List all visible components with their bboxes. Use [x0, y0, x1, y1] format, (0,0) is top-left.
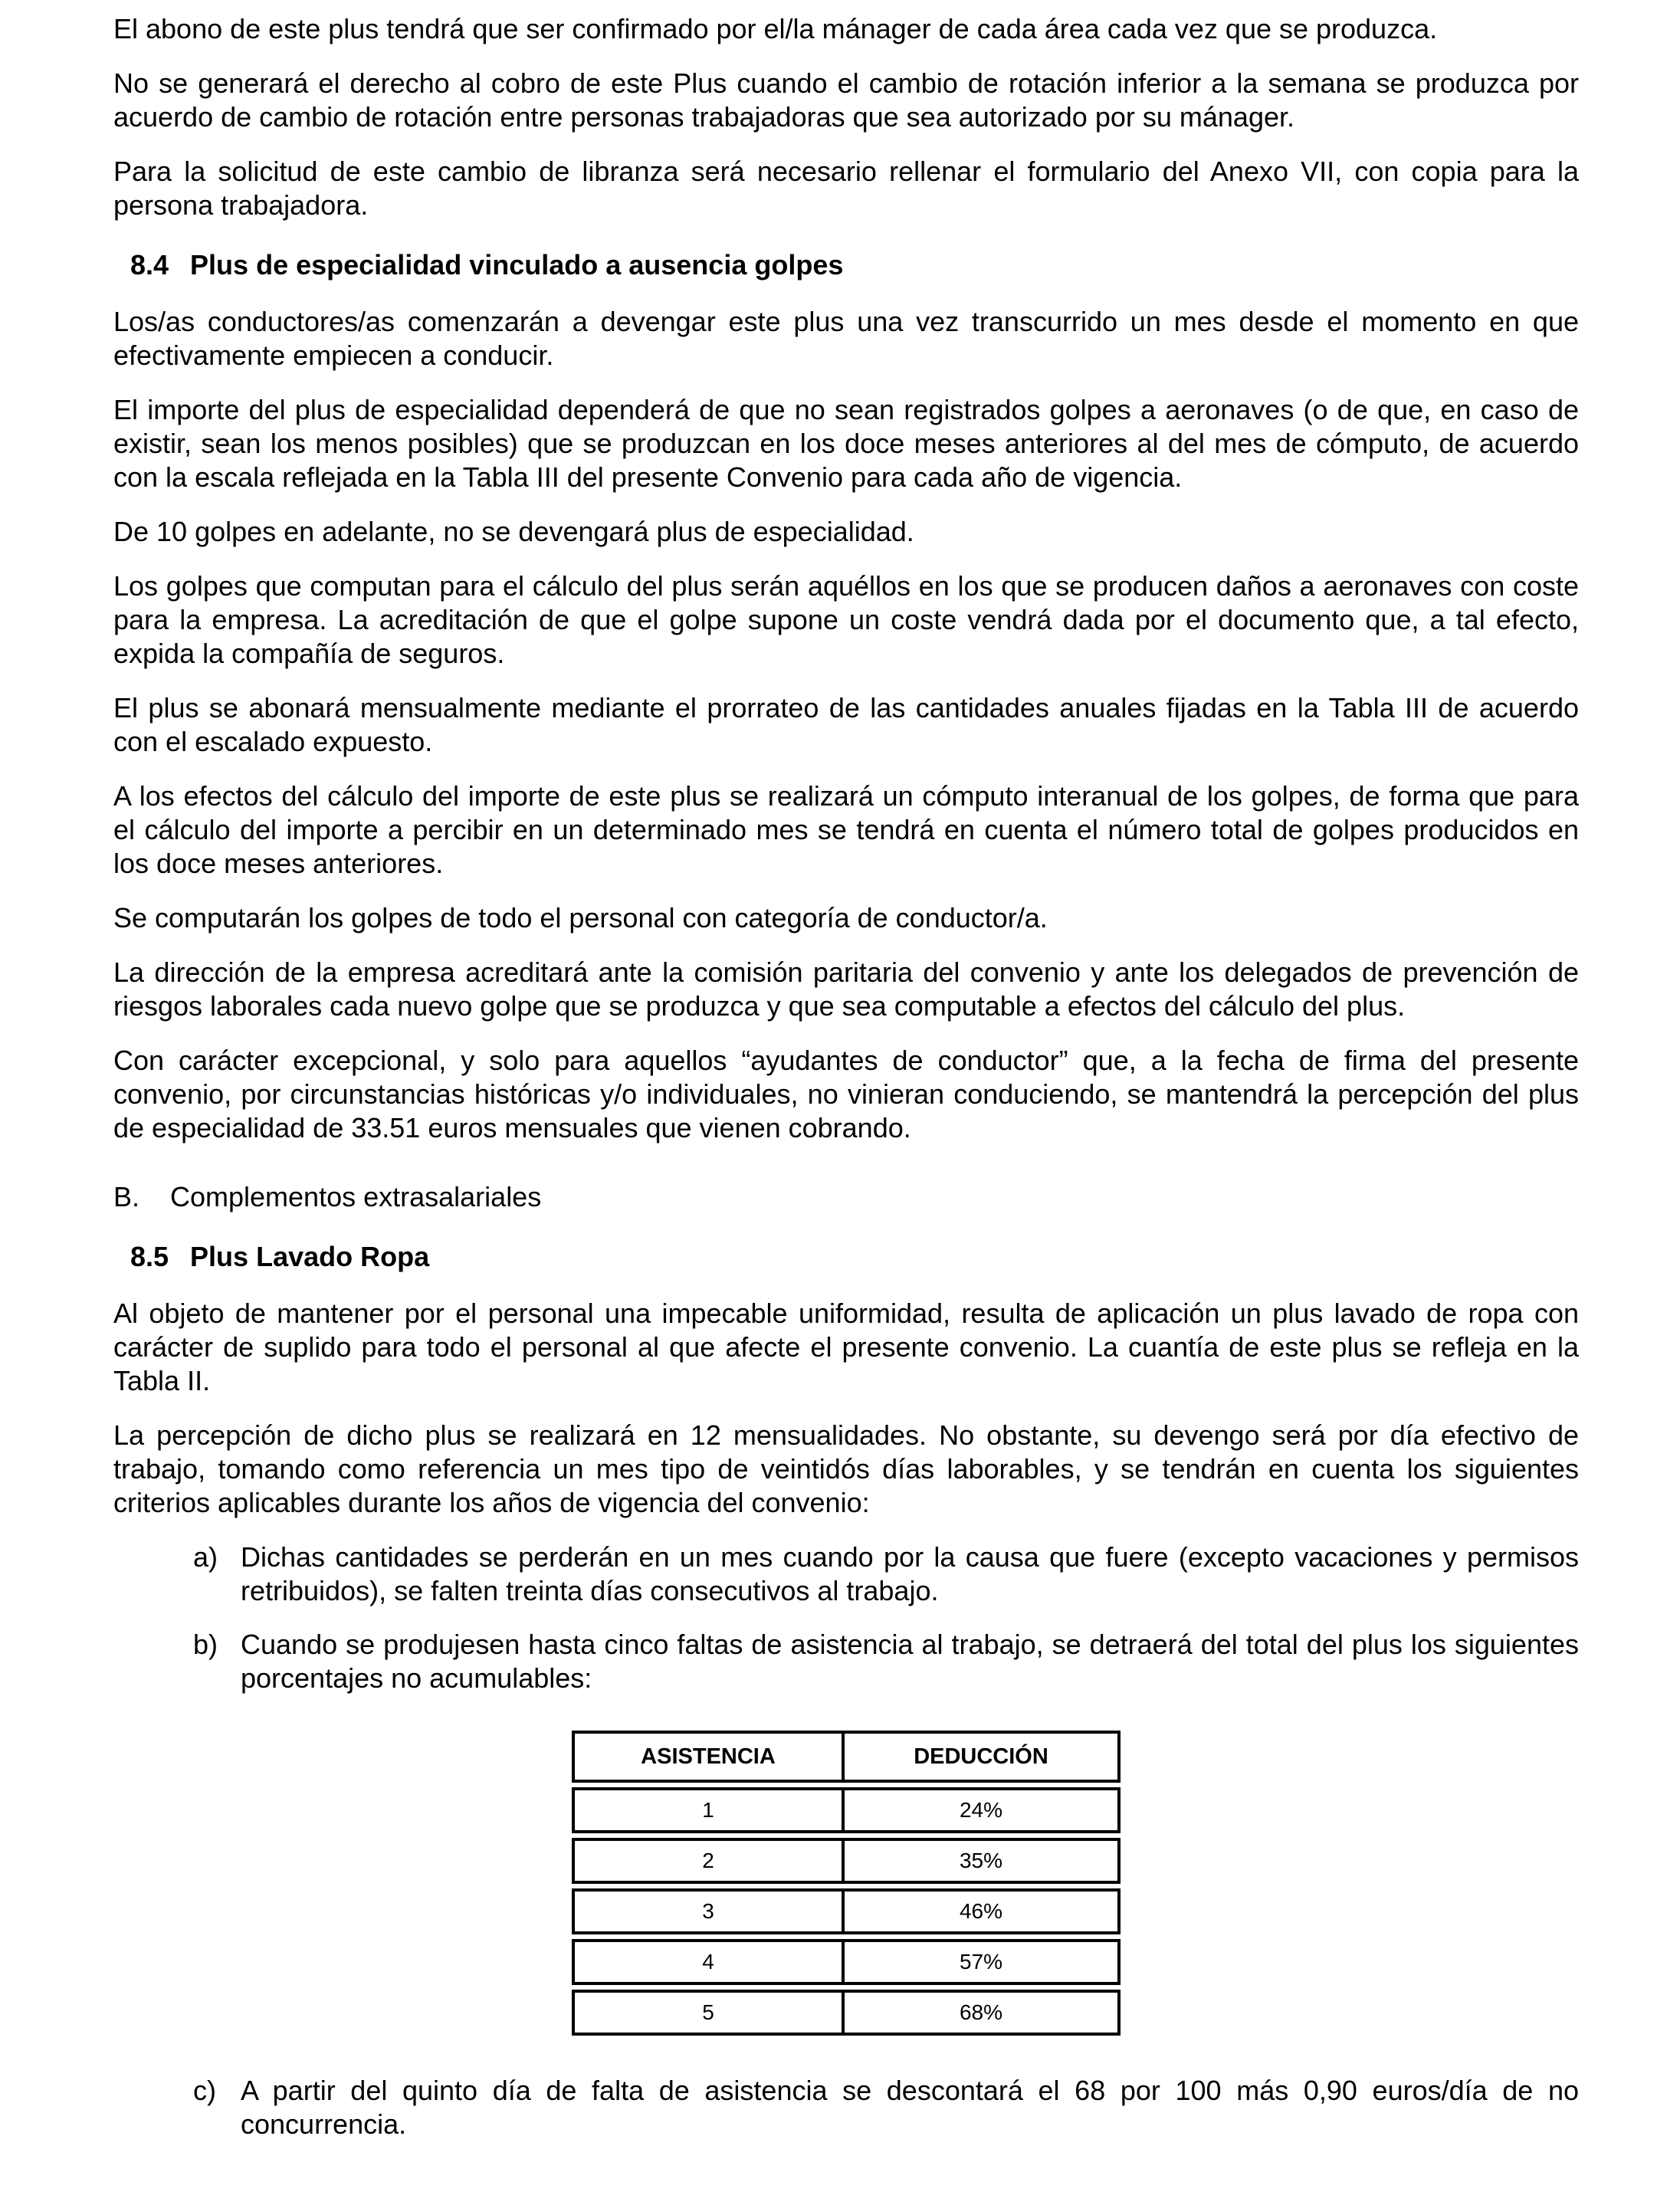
- paragraph-prorrateo: El plus se abonará mensualmente mediante el prorrateo de las cantidades anuales fijadas en la Tabla III de acuerdo con el escalado expuesto.: [113, 692, 1579, 757]
- table-row: [572, 1888, 1121, 1934]
- list-item-b: [193, 1628, 1579, 1695]
- paragraph-direccion-acreditara: La dirección de la empresa acreditará ante la comisión paritaria del convenio y ante los delegados de prevención de riesgos laborales cada nuevo golpe que se produzca y que sea computable a efectos del cálculo del plus.: [113, 956, 1579, 1022]
- table-row: [572, 1787, 1121, 1833]
- table-cell-deduccion: 68%: [842, 1993, 1117, 2033]
- section-number: 8.5: [130, 1241, 169, 1272]
- paragraph-caracter-excepcional: Con carácter excepcional, y solo para aquellos “ayudantes de conductor” que, a la fecha de firma del presente convenio, por circunstancias históricas y/o individuales, no vinieran conduciendo, se mantendrá la percepción del plus de especialidad de 33.51 euros mensuales que vienen cobrando.: [113, 1045, 1579, 1143]
- deduction-table: [572, 1731, 1121, 2036]
- table-header-asistencia: ASISTENCIA: [641, 1744, 776, 1769]
- paragraph-conductores-devengar: Los/as conductores/as comenzarán a devengar este plus una vez transcurrido un mes desde el momento en que efectivamente empiecen a conducir.: [113, 306, 1579, 371]
- section-b-label: [113, 1180, 1579, 1214]
- table-cell-deduccion: 57%: [842, 1942, 1117, 1982]
- section-b-letter: B.: [113, 1181, 140, 1212]
- list-marker: a): [193, 1541, 218, 1573]
- table-cell-asistencia: 2: [702, 1849, 714, 1872]
- paragraph-uniformidad: Al objeto de mantener por el personal una impecable uniformidad, resulta de aplicación un plus lavado de ropa con carácter de suplido para todo el personal al que afecte el presente convenio. La cuantía de este plus se refleja en la Tabla II.: [113, 1298, 1579, 1396]
- list-item-text: Cuando se produjesen hasta cinco faltas de asistencia al trabajo, se detraerá del total del plus los siguientes porcentajes no acumulables:: [241, 1629, 1579, 1694]
- section-title: Plus de especialidad vinculado a ausencia golpes: [190, 249, 844, 281]
- paragraph-categoria-conductor: Se computarán los golpes de todo el personal con categoría de conductor/a.: [113, 902, 1048, 933]
- section-title: Plus Lavado Ropa: [190, 1241, 430, 1272]
- table-header-deduccion: DEDUCCIÓN: [842, 1734, 1117, 1780]
- paragraph-computo-interanual: A los efectos del cálculo del importe de este plus se realizará un cómputo interanual de los golpes, de forma que para el cálculo del importe a percibir en un determinado mes se tendrá en cuenta el número total de golpes producidos en los doce meses anteriores.: [113, 780, 1579, 879]
- table-cell-asistencia: 4: [702, 1950, 714, 1974]
- list-item-text: A partir del quinto día de falta de asistencia se descontará el 68 por 100 más 0,90 euros/día de no concurrencia.: [241, 2075, 1579, 2140]
- paragraph-golpes-computan: Los golpes que computan para el cálculo del plus serán aquéllos en los que se producen daños a aeronaves con coste para la empresa. La acreditación de que el golpe supone un coste vendrá dada por el documento que, a tal efecto, expida la compañía de seguros.: [113, 570, 1579, 669]
- paragraph-diez-golpes: De 10 golpes en adelante, no se devengará plus de especialidad.: [113, 516, 914, 547]
- table-row: [572, 1838, 1121, 1884]
- section-b-title: Complementos extrasalariales: [170, 1181, 542, 1212]
- table-row: [572, 1939, 1121, 1985]
- list-item-text: Dichas cantidades se perderán en un mes cuando por la causa que fuere (excepto vacaciones y permisos retribuidos), se falten treinta días consecutivos al trabajo.: [241, 1541, 1579, 1606]
- paragraph-importe-plus: El importe del plus de especialidad dependerá de que no sean registrados golpes a aeronaves (o de que, en caso de existir, sean los menos posibles) que se produzcan en los doce meses anteriores al del mes de cómputo, de acuerdo con la escala reflejada en la Tabla III del presente Convenio para cada año de vigencia.: [113, 394, 1579, 493]
- list-marker: c): [193, 2075, 216, 2106]
- table-cell-asistencia: 5: [702, 2000, 714, 2024]
- section-number: 8.4: [130, 249, 169, 281]
- paragraph-no-derecho-cobro: No se generará el derecho al cobro de este Plus cuando el cambio de rotación inferior a la semana se produzca por acuerdo de cambio de rotación entre personas trabajadoras que sea autorizado por su mánager.: [113, 67, 1579, 133]
- criteria-list-continued: [113, 2074, 1579, 2141]
- list-marker: b): [193, 1629, 218, 1660]
- list-item-a: [193, 1540, 1579, 1608]
- table-cell-asistencia: 3: [702, 1899, 714, 1923]
- table-cell-deduccion: 35%: [842, 1841, 1117, 1881]
- paragraph-solicitud-libranza: Para la solicitud de este cambio de libranza será necesario rellenar el formulario del Anexo VII, con copia para la persona trabajadora.: [113, 156, 1579, 221]
- table-row: [572, 1990, 1121, 2036]
- table-cell-deduccion: 46%: [842, 1892, 1117, 1931]
- criteria-list: [113, 1540, 1579, 1695]
- table-header-row: [572, 1731, 1121, 1783]
- section-heading-8-4: [130, 248, 1579, 282]
- paragraph-percepcion-12-mensualidades: La percepción de dicho plus se realizará en 12 mensualidades. No obstante, su devengo será por día efectivo de trabajo, tomando como referencia un mes tipo de veintidós días laborables, y se tendrán en cuenta los siguientes criterios aplicables durante los años de vigencia del convenio:: [113, 1419, 1579, 1518]
- table-cell-asistencia: 1: [702, 1798, 714, 1822]
- list-item-c: [193, 2074, 1579, 2141]
- table-cell-deduccion: 24%: [842, 1790, 1117, 1830]
- paragraph-plus-confirmation: El abono de este plus tendrá que ser confirmado por el/la mánager de cada área cada vez que se produzca.: [113, 13, 1438, 44]
- section-heading-8-5: [130, 1240, 1579, 1274]
